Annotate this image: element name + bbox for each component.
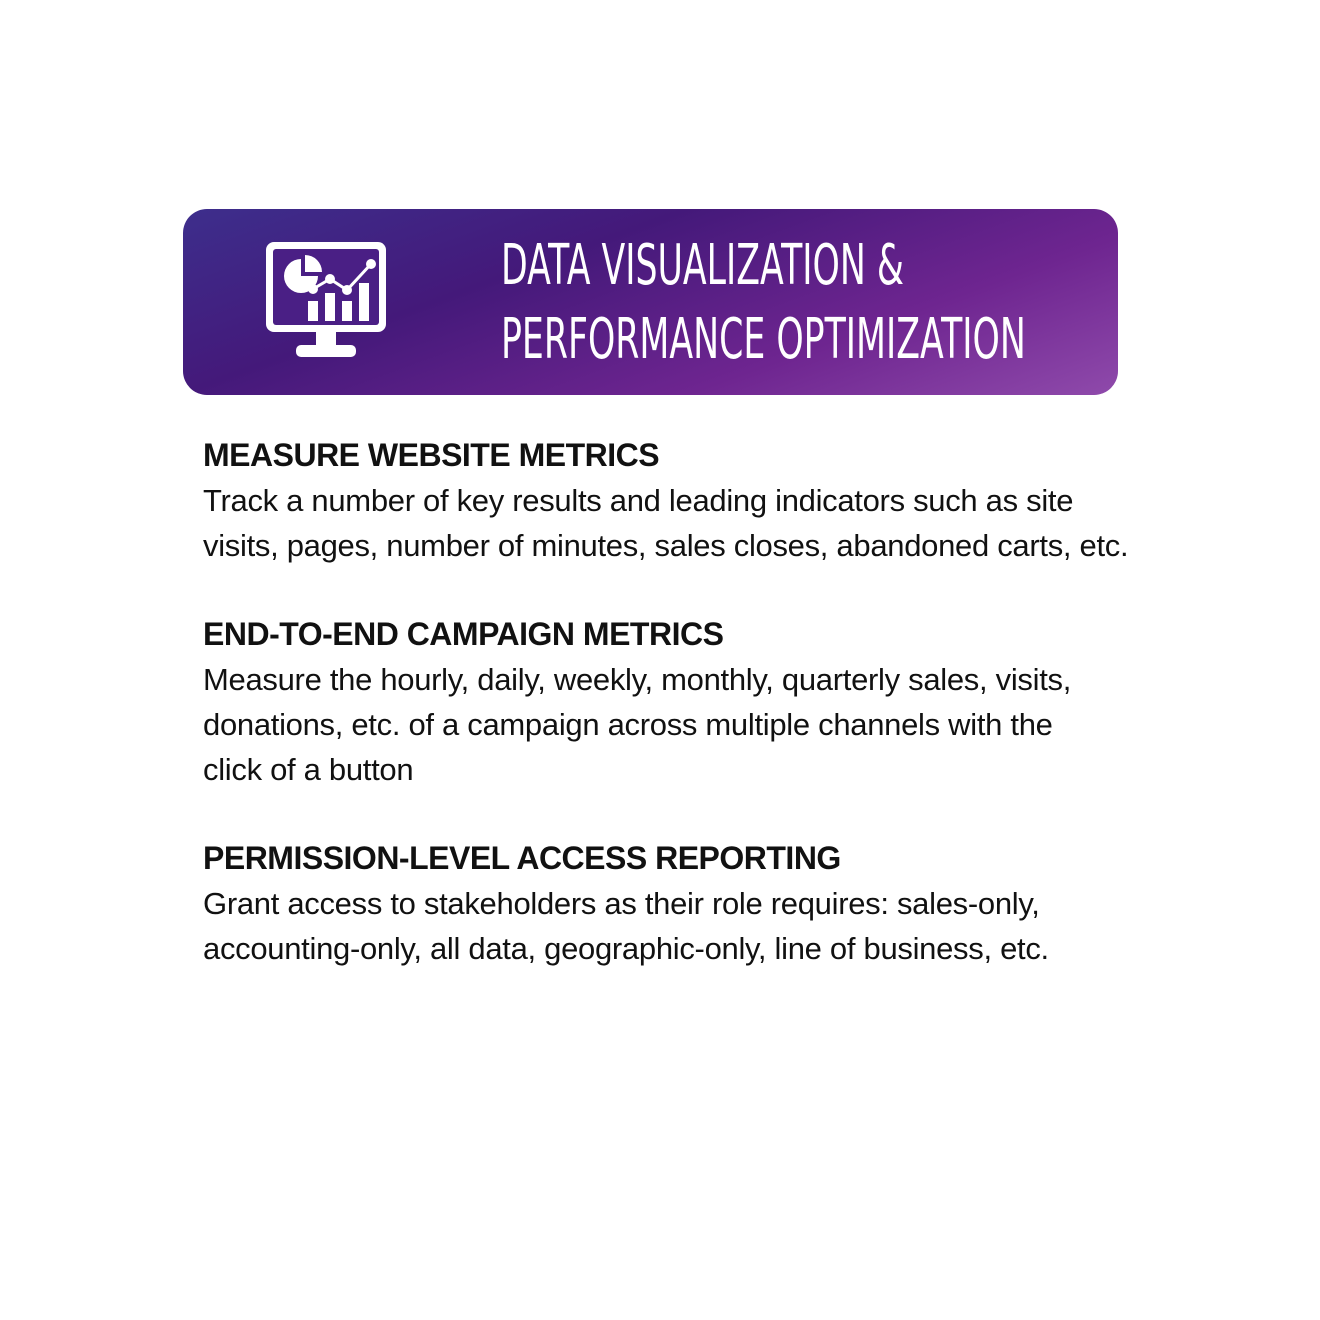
section-heading: MEASURE WEBSITE METRICS — [203, 437, 660, 473]
section-body-line: Track a number of key results and leading indicators such as site — [203, 483, 1074, 518]
banner-title — [501, 229, 1026, 377]
section-body-line: Measure the hourly, daily, weekly, monthly, quarterly sales, visits, — [203, 662, 1072, 697]
banner-title-line-1: DATA VISUALIZATION & — [501, 233, 904, 298]
section-body-line: click of a button — [203, 752, 414, 787]
section-body-line: donations, etc. of a campaign across multiple channels with the — [203, 707, 1053, 742]
section-body-line: visits, pages, number of minutes, sales closes, abandoned carts, etc. — [203, 528, 1129, 563]
section-website-metrics — [203, 433, 1203, 568]
section-campaign-metrics — [203, 612, 1203, 792]
section-body-line: Grant access to stakeholders as their role requires: sales-only, — [203, 886, 1040, 921]
section-body — [203, 881, 1203, 971]
section-body — [203, 478, 1203, 568]
section-heading: END-TO-END CAMPAIGN METRICS — [203, 616, 724, 652]
title-banner — [183, 209, 1118, 395]
section-access-reporting — [203, 836, 1203, 971]
feature-sections — [203, 433, 1203, 1015]
section-body — [203, 657, 1203, 792]
section-body-line: accounting-only, all data, geographic-only, line of business, etc. — [203, 931, 1049, 966]
banner-title-line-2: PERFORMANCE OPTIMIZATION — [501, 307, 1026, 372]
section-heading: PERMISSION-LEVEL ACCESS REPORTING — [203, 840, 841, 876]
monitor-chart-icon — [261, 237, 391, 367]
